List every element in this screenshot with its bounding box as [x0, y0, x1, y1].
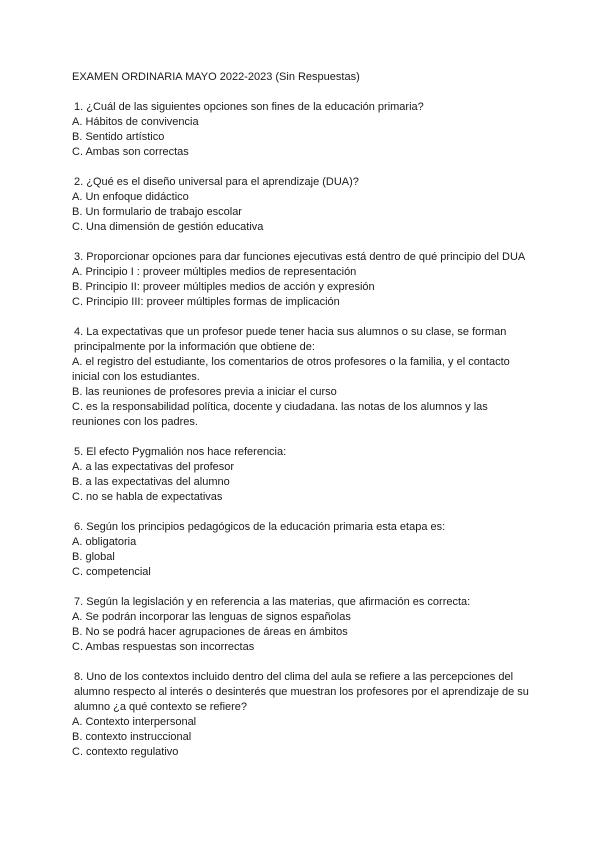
- question-3: [72, 250, 532, 310]
- option-b: B. Principio II: proveer múltiples medios de acción y expresión: [72, 281, 375, 293]
- option-b: B. Sentido artístico: [72, 131, 165, 143]
- option-b: B. las reuniones de profesores previa a iniciar el curso: [72, 386, 337, 398]
- question-4: [72, 325, 532, 430]
- option-a: A. a las expectativas del profesor: [72, 461, 235, 473]
- question-text: 6. Según los principios pedagógicos de la educación primaria esta etapa es:: [74, 521, 446, 533]
- option-c: C. Ambas son correctas: [72, 146, 189, 158]
- option-c: C. es la responsabilidad política, docente y ciudadana. las notas de los alumnos y las reuniones con los padres.: [72, 401, 488, 428]
- option-a: A. Contexto interpersonal: [72, 716, 197, 728]
- question-text: 2. ¿Qué es el diseño universal para el aprendizaje (DUA)?: [74, 176, 359, 188]
- option-a: A. Principio I : proveer múltiples medios de representación: [72, 266, 357, 278]
- option-c: C. Principio III: proveer múltiples formas de implicación: [72, 296, 340, 308]
- option-b: B. global: [72, 551, 115, 563]
- option-c: C. competencial: [72, 566, 151, 578]
- question-text: 7. Según la legislación y en referencia a las materias, que afirmación es correcta:: [74, 596, 471, 608]
- option-b: B. No se podrá hacer agrupaciones de áreas en ámbitos: [72, 626, 348, 638]
- question-8: [72, 670, 532, 760]
- document-content: [72, 70, 532, 775]
- option-c: C. no se habla de expectativas: [72, 491, 223, 503]
- option-c: C. contexto regulativo: [72, 746, 179, 758]
- option-a: A. el registro del estudiante, los comentarios de otros profesores o la familia, y el contacto inicial con los estudiantes.: [72, 356, 510, 383]
- question-2: [72, 175, 532, 235]
- question-text: 4. La expectativas que un profesor puede tener hacia sus alumnos o su clase, se forman principalmente por la información que obtiene de:: [74, 326, 507, 353]
- page-title: EXAMEN ORDINARIA MAYO 2022-2023 (Sin Respuestas): [72, 71, 360, 83]
- question-text: 5. El efecto Pygmalión nos hace referencia:: [74, 446, 287, 458]
- option-a: A. obligatoria: [72, 536, 137, 548]
- option-a: A. Un enfoque didáctico: [72, 191, 189, 203]
- option-a: A. Se podrán incorporar las lenguas de signos españolas: [72, 611, 351, 623]
- option-b: B. a las expectativas del alumno: [72, 476, 230, 488]
- question-5: [72, 445, 532, 505]
- question-1: [72, 100, 532, 160]
- question-6: [72, 520, 532, 580]
- option-b: B. contexto instruccional: [72, 731, 192, 743]
- option-a: A. Hábitos de convivencia: [72, 116, 199, 128]
- option-b: B. Un formulario de trabajo escolar: [72, 206, 242, 218]
- question-text: 8. Uno de los contextos incluido dentro del clima del aula se refiere a las percepciones del alumno respecto al interés o desinterés que muestran los profesores por el aprendizaje de su alumno ¿a qué contexto se refiere?: [74, 671, 529, 713]
- question-text: 3. Proporcionar opciones para dar funciones ejecutivas está dentro de qué principio del DUA: [74, 251, 526, 263]
- option-c: C. Ambas respuestas son incorrectas: [72, 641, 255, 653]
- option-c: C. Una dimensión de gestión educativa: [72, 221, 264, 233]
- question-7: [72, 595, 532, 655]
- question-text: 1. ¿Cuál de las siguientes opciones son fines de la educación primaria?: [74, 101, 424, 113]
